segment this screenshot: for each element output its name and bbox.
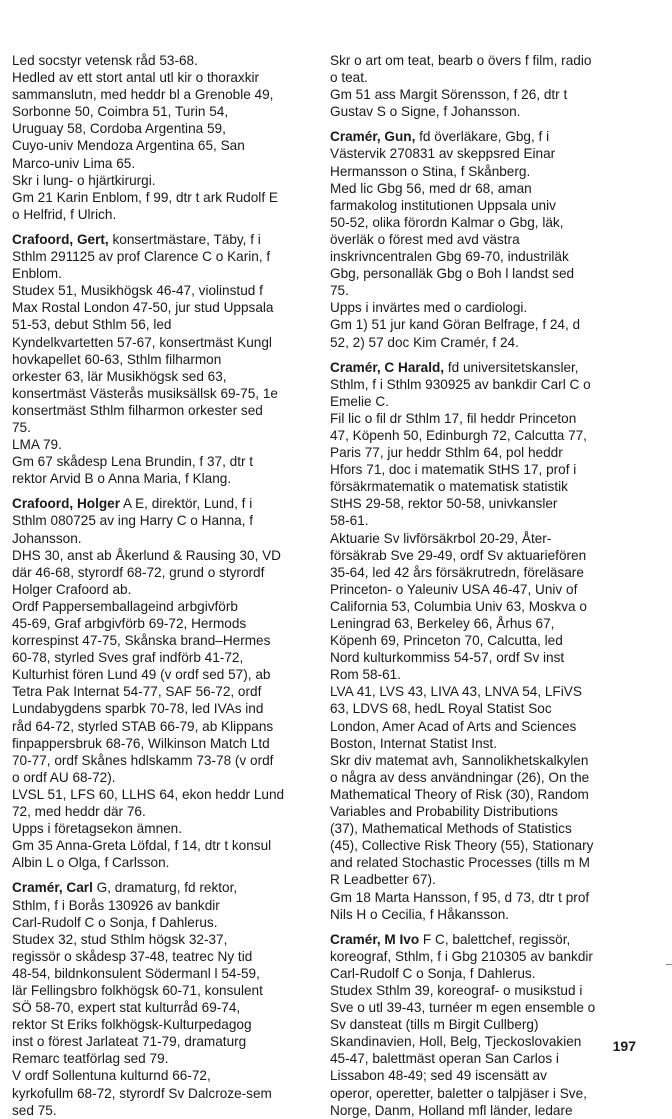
- entry-line: Emelie C.: [330, 393, 389, 409]
- entry-line: Kulturhist fören Lund 49 (v ordf sed 57), ab: [12, 667, 271, 683]
- entry-heading-line: [330, 128, 650, 145]
- entry-line: Enblom.: [12, 266, 62, 282]
- entry-line: rektor St Eriks folkhögsk-Kulturpedagog: [12, 1017, 252, 1033]
- entry-line: Gustav S o Signe, f Johansson.: [330, 104, 521, 120]
- entry-line: StHS 29-58, rektor 50-58, univkansler: [330, 496, 558, 512]
- entry-name: Cramér, Carl: [12, 880, 93, 896]
- entry-line: Hedled av ett stort antal utl kir o thoraxkir: [12, 70, 260, 86]
- entry-name: Crafoord, Gert,: [12, 231, 109, 247]
- entry-title: konsertmästare, Täby, f i: [108, 231, 261, 247]
- entry-title: fd överläkare, Gbg, f i: [415, 129, 550, 145]
- entry-line: o teat.: [330, 70, 368, 86]
- entry-line: inst o förest Jarlateat 71-79, dramaturg: [12, 1034, 247, 1050]
- entry-line: rektor Arvid B o Anna Maria, f Klang.: [12, 471, 232, 487]
- entry-line: orkester 63, lär Musikhögsk sed 63,: [12, 368, 227, 384]
- entry-line: konsertmäst Västerås musiksällsk 69-75, 1e: [12, 385, 278, 401]
- entry-title: fd universitetskansler,: [444, 359, 579, 375]
- entry-line: Holger Crafoord ab.: [12, 581, 132, 597]
- entry-line: Skr div matemat avh, Sannolikhetskalkylen: [330, 752, 589, 768]
- entry-line: London, Amer Acad of Arts and Sciences: [330, 718, 577, 734]
- entry-line: Tetra Pak Internat 54-77, SAF 56-72, ordf: [12, 684, 262, 700]
- entry-line: Köpenh 69, Princeton 70, Calcutta, led: [330, 633, 563, 649]
- entry-line: Med lic Gbg 56, med dr 68, aman: [330, 180, 532, 196]
- entry-line: Albin L o Olga, f Carlsson.: [12, 855, 170, 871]
- entry-line: 60-78, styrled Sves graf indförb 41-72,: [12, 650, 244, 666]
- right-column: [330, 52, 650, 1119]
- biography-entry: [12, 879, 312, 1118]
- entry-line: inskrivncentralen Gbg 69-70, industriläk: [330, 249, 569, 265]
- entry-line: farmakolog institutionen Uppsala univ: [330, 197, 556, 213]
- entry-line: Carl-Rudolf C o Sonja, f Dahlerus.: [330, 965, 536, 981]
- entry-line: lär Fellingsbro folkhögsk 60-71, konsulent: [12, 982, 263, 998]
- entry-line: Aktuarie Sv livförsäkrbol 20-29, Åter-: [330, 530, 552, 546]
- entry-line: finpappersbruk 68-76, Wilkinson Match Ltd: [12, 735, 270, 751]
- entry-name: Cramér, M Ivo: [330, 931, 420, 947]
- entry-title: G, dramaturg, fd rektor,: [92, 880, 238, 896]
- entry-line: Studex Sthlm 39, koreograf- o musikstud i: [330, 982, 583, 998]
- entry-line: LVSL 51, LFS 60, LLHS 64, ekon heddr Lund: [12, 786, 285, 802]
- entry-line: Gm 1) 51 jur kand Göran Belfrage, f 24, d: [330, 317, 581, 333]
- entry-line: Boston, Internat Statist Inst.: [330, 735, 497, 751]
- entry-line: Hfors 71, doc i matematik StHS 17, prof i: [330, 462, 577, 478]
- entry-line: Sv dansteat (tills m Birgit Cullberg): [330, 1017, 539, 1033]
- entry-line: Rom 58-61.: [330, 667, 402, 683]
- entry-line: operor, operetter, baletter o talpjäser i Sve,: [330, 1085, 587, 1101]
- entry-line: råd 64-72, styrled STAB 66-79, ab Klippans: [12, 718, 274, 734]
- entry-line: Ordf Pappersemballageind arbgivförb: [12, 598, 238, 614]
- page-number: 197: [612, 1038, 636, 1054]
- entry-line: Uruguay 58, Cordoba Argentina 59,: [12, 121, 226, 137]
- entry-line: Nils H o Cecilia, f Håkansson.: [330, 906, 510, 922]
- entry-line: Fil lic o fil dr Sthlm 17, fil heddr Princeton: [330, 410, 577, 426]
- entry-line: där 46-68, styrordf 68-72, grund o styrordf: [12, 564, 265, 580]
- entry-line: Paris 77, jur heddr Sthlm 64, pol heddr: [330, 445, 563, 461]
- entry-line: Lundabygdens sparbk 70-78, led IVAs ind: [12, 701, 264, 717]
- entry-line: Gm 51 ass Margit Sörensson, f 26, dtr t: [330, 87, 568, 103]
- entry-line: Gbg, personalläk Gbg o Boh l landst sed: [330, 266, 575, 282]
- entry-line: Gm 21 Karin Enblom, f 99, dtr t ark Rudolf E: [12, 189, 278, 205]
- entry-line: Västervik 270831 av skeppsred Einar: [330, 146, 556, 162]
- entry-line: Norge, Danm, Holland mfl länder, ledare: [330, 1102, 573, 1118]
- entry-line: 47, Köpenh 50, Edinburgh 72, Calcutta 77,: [330, 427, 587, 443]
- entry-line: sammanslutn, med heddr bl a Grenoble 49,: [12, 87, 274, 103]
- entry-line: Upps i invärtes med o cardiologi.: [330, 300, 528, 316]
- entry-line: DHS 30, anst ab Åkerlund & Rausing 30, VD: [12, 547, 282, 563]
- entry-line: Princeton- o Yaleuniv USA 46-47, Univ of: [330, 581, 578, 597]
- entry-line: LMA 79.: [12, 437, 62, 453]
- entry-line: överläk o förest med avd västra: [330, 231, 520, 247]
- entry-line: koreograf, Sthlm, f i Gbg 210305 av bankdir: [330, 948, 593, 964]
- entry-name: Crafoord, Holger: [12, 496, 120, 512]
- entry-heading-line: [12, 231, 312, 248]
- entry-line: Max Rostal London 47-50, jur stud Uppsala: [12, 300, 274, 316]
- entry-name: Cramér, Gun,: [330, 129, 416, 145]
- entry-line: konsertmäst Sthlm filharmon orkester sed: [12, 402, 263, 418]
- entry-line: o några av dess användningar (26), On the: [330, 769, 590, 785]
- edge-mark: [666, 964, 672, 965]
- entry-heading-line: [12, 879, 312, 896]
- entry-line: hovkapellet 60-63, Sthlm filharmon: [12, 351, 222, 367]
- biography-entry: [12, 495, 312, 871]
- entry-line: Sthlm 291125 av prof Clarence C o Karin, f: [12, 249, 271, 265]
- entry-line: Kyndelkvartetten 57-67, konsertmäst Kungl: [12, 334, 272, 350]
- entry-line: Sve o utl 39-43, turnéer m egen ensemble o: [330, 1000, 596, 1016]
- entry-line: Gm 18 Marta Hansson, f 95, d 73, dtr t prof: [330, 889, 590, 905]
- entry-line: Mathematical Theory of Risk (30), Random: [330, 786, 589, 802]
- entry-line: 58-61.: [330, 513, 369, 529]
- entry-line: Studex 51, Musikhögsk 46-47, violinstud f: [12, 283, 263, 299]
- entry-line: försäkrab Sve 29-49, ordf Sv aktuariefören: [330, 547, 587, 563]
- entry-line: Cuyo-univ Mendoza Argentina 65, San: [12, 138, 245, 154]
- entry-line: and related Stochastic Processes (tills m M: [330, 855, 590, 871]
- entry-line: Upps i företagsekon ämnen.: [12, 821, 183, 837]
- left-column: [12, 52, 312, 1119]
- entry-line: 45-69, Graf arbgivförb 69-72, Hermods: [12, 616, 247, 631]
- entry-line: Marco-univ Lima 65.: [12, 155, 136, 171]
- entry-line: Remarc teatförlag sed 79.: [12, 1051, 169, 1067]
- entry-heading-line: [12, 495, 312, 512]
- entry-heading-line: [330, 359, 650, 376]
- continuation-entry: [330, 52, 650, 120]
- entry-line: 63, LDVS 68, hedL Royal Statist Soc: [330, 701, 552, 717]
- entry-line: Gm 67 skådesp Lena Brundin, f 37, dtr t: [12, 454, 254, 470]
- entry-line: Skandinavien, Holl, Belg, Tjeckoslovakien: [330, 1034, 582, 1050]
- entry-line: korrespinst 47-75, Skånska brand–Hermes: [12, 633, 271, 649]
- entry-line: försäkrmatematik o matematisk statistik: [330, 479, 568, 495]
- entry-line: Variables and Probability Distributions: [330, 804, 558, 820]
- entry-heading-line: [330, 931, 650, 948]
- entry-line: (45), Collective Risk Theory (55), Stationary: [330, 838, 594, 854]
- entry-line: SÖ 58-70, expert stat kulturråd 69-74,: [12, 1000, 241, 1016]
- entry-line: o Helfrid, f Ulrich.: [12, 206, 117, 222]
- biography-entry: [12, 231, 312, 487]
- entry-name: Cramér, C Harald,: [330, 359, 445, 375]
- entry-line: Skr i lung- o hjärtkirurgi.: [12, 172, 156, 188]
- entry-line: Sthlm 080725 av ing Harry C o Hanna, f: [12, 513, 254, 529]
- biography-entry: [330, 931, 650, 1119]
- entry-line: Nord kulturkommiss 54-57, ordf Sv inst: [330, 650, 565, 666]
- entry-title: A E, direktör, Lund, f i: [120, 496, 253, 512]
- entry-line: sed 75.: [12, 1102, 57, 1118]
- continuation-entry: [12, 52, 312, 223]
- entry-line: V ordf Sollentuna kulturnd 66-72,: [12, 1068, 211, 1084]
- entry-line: kyrkofullm 68-72, styrordf Sv Dalcroze-sem: [12, 1085, 272, 1101]
- entry-line: 35-64, led 42 års försäkrutredn, föreläsare: [330, 564, 584, 580]
- entry-line: 48-54, bildnkonsulent Södermanl l 54-59,: [12, 965, 260, 981]
- entry-line: California 53, Columbia Univ 63, Moskva o: [330, 598, 587, 614]
- entry-line: 51-53, debut Sthlm 56, led: [12, 317, 172, 333]
- entry-line: 52, 2) 57 doc Kim Cramér, f 24.: [330, 334, 519, 350]
- entry-line: 75.: [12, 419, 31, 435]
- biography-entry: [330, 128, 650, 350]
- entry-line: Skr o art om teat, bearb o övers f film, radio: [330, 53, 592, 68]
- entry-line: Johansson.: [12, 530, 82, 546]
- entry-line: (37), Mathematical Methods of Statistics: [330, 821, 572, 837]
- entry-line: 75.: [330, 283, 349, 299]
- entry-title: F C, balettchef, regissör,: [419, 931, 571, 947]
- entry-line: Gm 35 Anna-Greta Löfdal, f 14, dtr t konsul: [12, 838, 272, 854]
- entry-line: 45-47, balettmäst operan San Carlos i: [330, 1051, 559, 1067]
- entry-line: 50-52, olika förordn Kalmar o Gbg, läk,: [330, 214, 564, 230]
- entry-line: Lissabon 48-49; sed 49 iscensätt av: [330, 1068, 547, 1084]
- entry-line: LVA 41, LVS 43, LIVA 43, LNVA 54, LFiVS: [330, 684, 582, 700]
- entry-line: Studex 32, stud Sthlm högsk 32-37,: [12, 931, 228, 947]
- entry-line: Leningrad 63, Berkeley 66, Århus 67,: [330, 616, 555, 631]
- entry-line: Sorbonne 50, Coimbra 51, Turin 54,: [12, 104, 229, 120]
- entry-line: Hermansson o Stina, f Skånberg.: [330, 163, 531, 179]
- entry-line: Sthlm, f i Sthlm 930925 av bankdir Carl C o: [330, 376, 591, 392]
- biography-entry: [330, 359, 650, 923]
- entry-line: Led socstyr vetensk råd 53-68.: [12, 53, 198, 68]
- entry-line: 70-77, ordf Skånes hdlskamm 73-78 (v ordf: [12, 752, 274, 768]
- entry-line: 72, med heddr där 76.: [12, 804, 146, 820]
- entry-line: Sthlm, f i Borås 130926 av bankdir: [12, 897, 220, 913]
- entry-line: R Leadbetter 67).: [330, 872, 436, 888]
- entry-line: Carl-Rudolf C o Sonja, f Dahlerus.: [12, 914, 218, 930]
- entry-line: regissör o skådesp 37-48, teatrec Ny tid: [12, 948, 253, 964]
- entry-line: o ordf AU 68-72).: [12, 769, 116, 785]
